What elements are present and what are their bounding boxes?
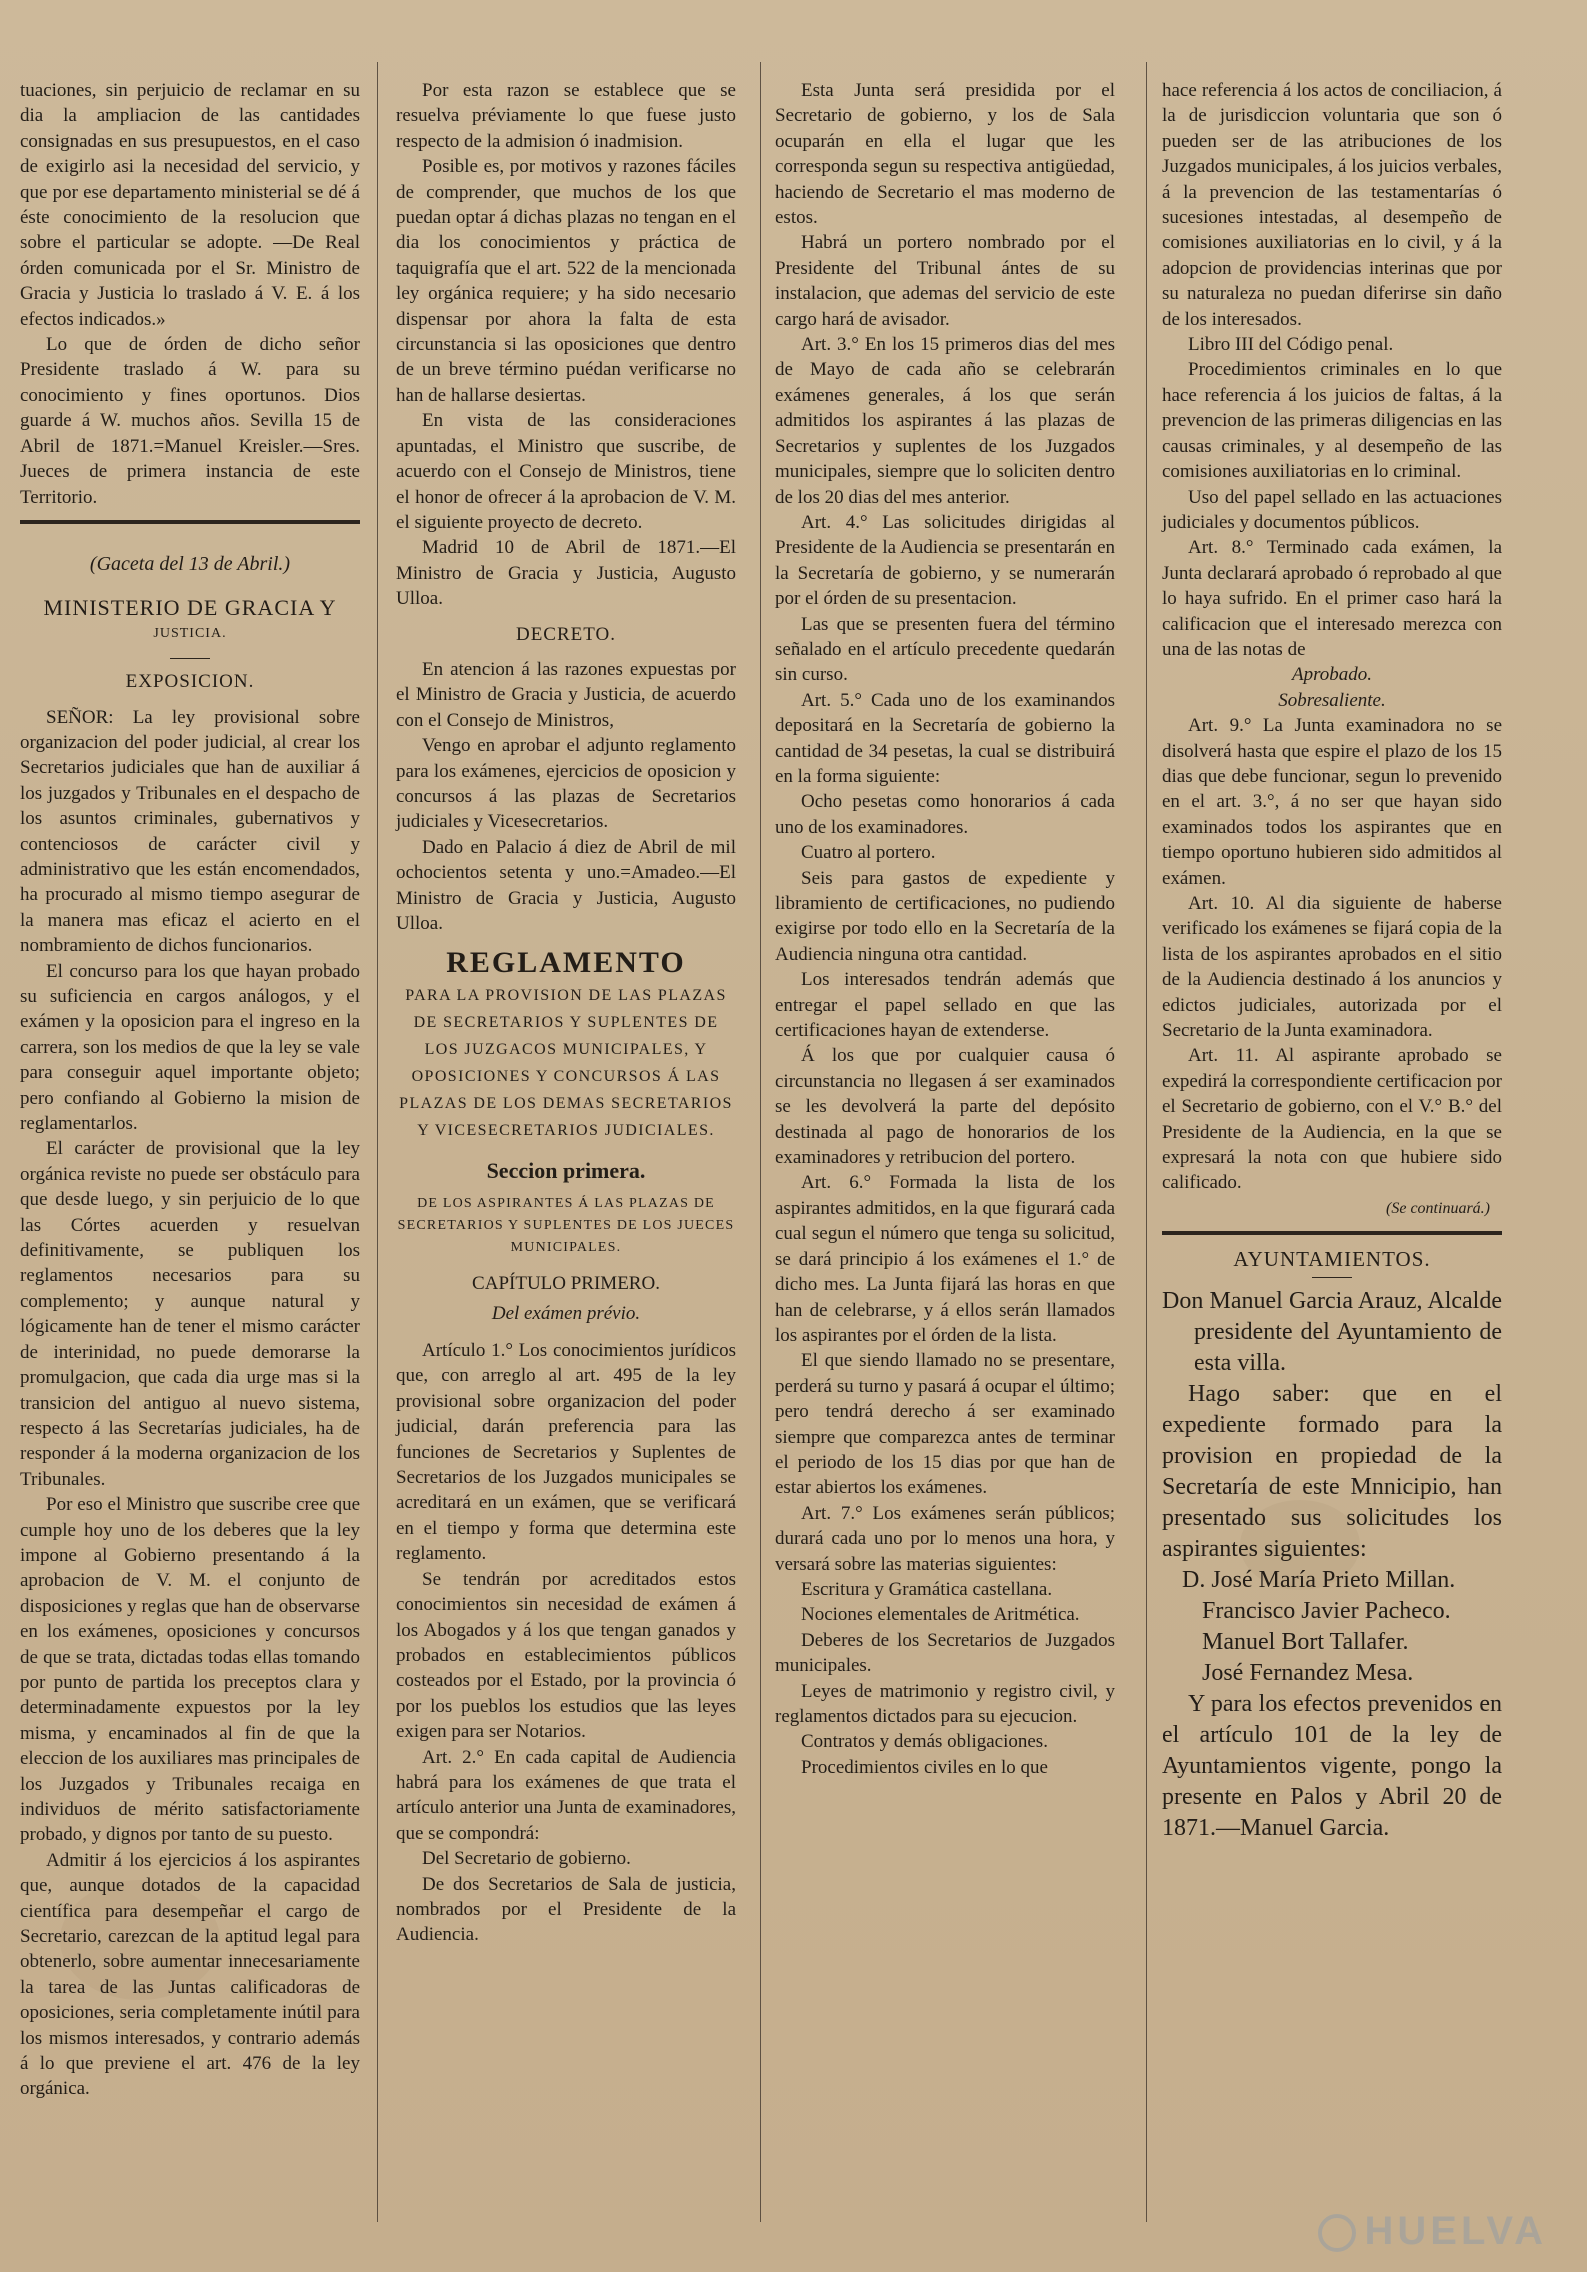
paragraph: tuaciones, sin perjuicio de reclamar en su dia la ampliacion de las cantidades consignadas en sus presupuestos, en el caso de exigirlo asi la necesidad del servicio, y que por ese departamento ministerial se dé á éste conocimiento de la resolucion que sobre el particular se adopte. —De Real órden comunicada por el Sr. Ministro de Gracia y Justicia lo traslado á V. E. á los efectos indicados.» [20,80,360,330]
paragraph: Habrá un portero nombrado por el Presidente del Tribunal ántes de su instalacion, que ademas del servicio de este cargo hará de avisador. [775,232,1115,330]
paragraph: Art. 11. Al aspirante aprobado se expedirá la correspondiente certificacion por el Secretario de gobierno, con el V.° B.° del Presidente de la Audiencia, en la que se expresará la nota con que hubiere sido calificado. [1162,1045,1502,1194]
paragraph: Art. 6.° Formada la lista de los aspirantes admitidos, en la que figurará cada cual segun el número que tenga su solicitud, se dará principio á los exámenes el 1.° de dicho mes. La Junta fijará las horas en que han de celebrarse, y á ellos serán llamados los aspirantes por el órden de la lista. [775,1172,1115,1346]
watermark-text: HUELVA [1364,2209,1547,2253]
paragraph: Del Secretario de gobierno. [422,1848,631,1870]
paragraph: Art. 7.° Los exámenes serán públicos; durará cada uno por lo menos una hora, y versará sobre las materias siguientes: [775,1502,1115,1575]
watermark-logo-icon [1318,2214,1356,2252]
paragraph: Leyes de matrimonio y registro civil, y reglamentos dictados para su ejecucion. [775,1680,1115,1727]
paragraph: Art. 3.° En los 15 primeros dias del mes de Mayo de cada año se celebrarán exámenes generales, á los que serán admitidos los aspirantes á las plazas de Secretarios y suplentes de los Juzgados municipales, siempre que lo soliciten dentro de los 20 dias del mes anterior. [775,334,1115,508]
column-3 [775,78,1115,1780]
paragraph: Por esta razon se establece que se resuelva préviamente lo que fuese justo respecto de la admision ó inadmision. [396,80,736,152]
paragraph: El carácter de provisional que la ley orgánica reviste no puede ser obstáculo para que desde luego, y sin perjuicio de lo que las Córtes acuerden y resuelvan definitivamente, se publiquen los reglamentos necesarios para su complemento; y aunque natural y lógicamente han de tener el mismo carácter de interinidad, no puede demorarse la promulgacion, que cada dia urge mas si la transicion del antiguo al nuevo sistema, respecto á las Secretarías judiciales, ha de responder á la moderna organizacion de los Tribunales. [20,1138,360,1490]
paragraph: Art. 4.° Las solicitudes dirigidas al Presidente de la Audiencia se presentarán en la Secretaría de gobierno, y se numerarán por el órden de su presentacion. [775,511,1115,610]
paragraph: El concurso para los que hayan probado su suficiencia en cargos análogos, y el exámen y la oposicion para el ingreso en la carrera, son los medios de que la ley se vale para conseguir aquel importante objeto; pero confiando al Gobierno la mision de reglamentarlos. [20,960,360,1135]
paragraph: Y para los efectos prevenidos en el artículo 101 de la ley de Ayuntamientos vigente, pongo la presente en Palos y Abril 20 de 1871.—Manuel Garcia. [1162,1690,1502,1841]
ministry-heading: MINISTERIO DE GRACIA Y [43,595,337,621]
column-divider [1146,62,1147,2222]
continuation-note: (Se continuará.) [1386,1199,1490,1217]
paragraph: Las que se presenten fuera del término señalado en el artículo precedente quedarán sin curso. [775,613,1115,686]
paragraph: SEÑOR: La ley provisional sobre organizacion del poder judicial, al crear los Secretarios judiciales que han de auxiliar á los juzgados y Tribunales en el despacho de los asuntos criminales, gubernativos y contenciosos de carácter civil y administrativo que les están encomendados, ha procurado al mismo tiempo asegurar de la manera mas eficaz el acierto en el nombramiento de dichos funcionarios. [20,706,360,957]
library-watermark [1318,2209,1547,2254]
paragraph: En atencion á las razones expuestas por el Ministro de Gracia y Justicia, de acuerdo con el Consejo de Ministros, [396,658,736,731]
gazette-reference: (Gaceta del 13 de Abril.) [89,552,291,575]
paragraph: hace referencia á los actos de conciliacion, á la de jurisdiccion voluntaria que son ó pueden ser de las atribuciones de los Juzgados municipales, á los juicios verbales, á la prevencion de las testamentarías ó sucesiones intestadas, al desempeño de comisiones auxiliatorias en lo civil, y á la adopcion de providencias interinas que por su naturaleza no puedan diferirse sin daño de los interesados. [1162,80,1502,330]
paragraph: Art. 8.° Terminado cada exámen, la Junta declarará aprobado ó reprobado al que lo haya sufrido. En el primer caso hará la calificacion que el interesado merezca con una de las notas de [1162,537,1502,660]
section-rule [1162,1231,1502,1235]
decreto-heading: DECRETO. [515,623,616,645]
reglamento-subtitle: PARA LA PROVISION DE LAS PLAZAS DE SECRETARIOS Y SUPLENTES DE LOS JUZGACOS MUNICIPALES, Y OPOSICIONES Y CONCURSOS Á LAS PLAZAS DE LOS DEMAS SECRETARIOS Y VICESECRETARIOS JUDICIALES. [399,986,733,1139]
paragraph: En vista de las consideraciones apuntadas, el Ministro que suscribe, de acuerdo con el Consejo de Ministros, tiene el honor de ofrecer á la aprobacion de V. M. el siguiente proyecto de decreto. [396,410,736,533]
paragraph: Á los que por cualquier causa ó circunstancia no llegasen á ser examinados se les devolverá la parte del depósito destinada al pago de honorarios de los examinadores y retribucion del portero. [775,1045,1115,1169]
paragraph: El que siendo llamado no se presentare, perderá su turno y pasará á ocupar el último; pero tendrá derecho á ser examinado siempre que comparezca antes de terminar el periodo de los 15 dias por que han de estar abiertos los exámenes. [775,1350,1115,1499]
paragraph: Posible es, por motivos y razones fáciles de comprender, que muchos de los que puedan optar á dichas plazas no tengan en el dia los conocimientos y práctica de taquigrafía que el art. 522 de la mencionada ley orgánica requiere; y ha sido necesario dispensar por ahora la falta de esta circunstancia si las oposiciones que dentro de un breve término puédan verificarse no han de hallarse desiertas. [396,156,736,406]
ministry-subheading: JUSTICIA. [153,625,227,641]
paragraph: Ocho pesetas como honorarios á cada uno de los examinadores. [775,791,1115,838]
grade-note: Sobresaliente. [1278,689,1386,711]
paragraph: Escritura y Gramática castellana. [801,1578,1053,1600]
ayuntamientos-heading: AYUNTAMIENTOS. [1233,1247,1431,1272]
paragraph: Hago saber: que en el expediente formado para la provision en propiedad de la Secretaría de este Mnnicipio, han presentado sus solicitudes los aspirantes siguientes: [1162,1380,1502,1562]
paragraph: Cuatro al portero. [801,842,936,864]
applicant-list [1162,1565,1502,1689]
section-heading: Seccion primera. [486,1157,646,1183]
paragraph: Madrid 10 de Abril de 1871.—El Ministro de Gracia y Justicia, Augusto Ulloa. [396,537,736,610]
paragraph: Seis para gastos de expediente y libramiento de certificaciones, no pudiendo exigirse por todo ello en la Secretaría de la Audiencia ninguna otra cantidad. [775,867,1115,965]
paragraph: Se tendrán por acreditados estos conocimientos sin necesidad de exámen á los Abogados y á los que tengan ganados y probados en establecimientos públicos costeados por el Estado, por la provincia ó por los pueblos los estudios que las leyes exigen para ser Notarios. [396,1568,736,1743]
paragraph: Procedimientos civiles en lo que [801,1756,1048,1778]
chapter-heading: CAPÍTULO PRIMERO. [472,1273,660,1295]
paragraph: Esta Junta será presidida por el Secretario de gobierno, y los de Sala ocuparán en ella el lugar que les corresponda segun su respectiva antigüedad, haciendo de Secretario el mas moderno de estos. [775,80,1115,229]
paragraph: Art. 9.° La Junta examinadora no se disolverá hasta que espire el plazo de los 15 dias que debe funcionar, segun lo prevenido en el art. 3.°, á no ser que hayan sido examinados todos los aspirantes que en tiempo oportuno hubieren sido admitidos al exámen. [1162,715,1502,889]
list-item: D. José María Prieto Millan. [1182,1566,1456,1593]
list-item: Manuel Bort Tallafer. [1202,1628,1409,1655]
paragraph: Deberes de los Secretarios de Juzgados municipales. [775,1629,1115,1677]
exposicion-heading: EXPOSICION. [125,671,255,693]
paragraph: Por eso el Ministro que suscribe cree que cumple hoy uno de los deberes que la ley impone al Gobierno presentando á la aprobacion de V. M. el conjunto de disposiciones y reglas que han de observarse en los exámenes, oposiciones y concursos de que se trata, dictadas todas ellas tomando por punto de partida los preceptos clara y determinadamente expuestos por la ley misma, y encaminados al fin de que la eleccion de los auxiliares mas principales de los Juzgados y Tribunales recaiga en individuos de mérito satisfactoriamente probado, y dignos por tanto de su puesto. [20,1494,360,1846]
paragraph: Art. 2.° En cada capital de Audiencia habrá para los exámenes de que trata el artículo anterior una Junta de examinadores, que se compondrá: [396,1746,736,1844]
paragraph: Contratos y demás obligaciones. [801,1731,1048,1753]
paragraph: Vengo en aprobar el adjunto reglamento para los exámenes, ejercicios de oposicion y concursos á las plazas de Secretarios judiciales y Vicesecretarios. [396,735,736,833]
column-divider [377,62,378,2222]
section-rule [20,520,360,524]
list-item: Francisco Javier Pacheco. [1202,1597,1451,1624]
reglamento-title: REGLAMENTO [446,946,686,980]
paragraph: Admitir á los ejercicios á los aspirantes que, aunque dotados de la capacidad científica para desempeñar el cargo de Secretario, carezcan de la aptitud legal para obtenerlo, sobre aumentar innecesariamente la tarea de las Juntas calificadoras de oposiciones, seria completamente inútil para los mismos interesados, y contrario además á lo que previene el art. 476 de la ley orgánica. [20,1849,360,2100]
column-4 [1162,78,1502,1844]
column-2 [396,78,736,1948]
paragraph: Los interesados tendrán además que entregar el papel sellado en que las certificaciones hayan de extenderse. [775,969,1115,1042]
grade-note: Aprobado. [1291,664,1373,686]
short-rule [1312,1277,1352,1278]
paragraph: De dos Secretarios de Sala de justicia, nombrados por el Presidente de la Audiencia. [396,1873,736,1946]
section-subheading: DE LOS ASPIRANTES Á LAS PLAZAS DE SECRETARIOS Y SUPLENTES DE LOS JUECES MUNICIPALES. [397,1196,735,1256]
paragraph: Libro III del Código penal. [1188,334,1394,356]
paragraph: Don Manuel Garcia Arauz, Alcalde presidente del Ayuntamiento de esta villa. [1162,1287,1502,1376]
paragraph: Art. 5.° Cada uno de los examinandos depositará en la Secretaría de gobierno la cantidad de 34 pesetas, la cual se distribuirá en la forma siguiente: [775,689,1115,787]
list-item: José Fernandez Mesa. [1202,1659,1414,1686]
paragraph: Lo que de órden de dicho señor Presidente traslado á W. para su conocimiento y fines oportunos. Dios guarde á W. muchos años. Sevilla 15 de Abril de 1871.=Manuel Kreisler.—Sres. Jueces de primera instancia de este Territorio. [20,334,360,508]
paragraph: Nociones elementales de Aritmética. [801,1604,1080,1626]
chapter-subheading: Del exámen prévio. [491,1302,641,1324]
paragraph: Uso del papel sellado en las actuaciones judiciales y documentos públicos. [1162,486,1502,533]
paragraph: Artículo 1.° Los conocimientos jurídicos que, con arreglo al art. 495 de la ley provisional sobre organizacion del poder judicial, darán preferencia para las funciones de Secretarios y Suplentes de Secretarios de los Juzgados municipales se acreditará en un exámen, que se verificará en el tiempo y forma que determina este reglamento. [396,1340,736,1565]
short-rule [170,658,210,659]
paragraph: Procedimientos criminales en lo que hace referencia á los juicios de faltas, á la prevencion de las primeras diligencias en las causas criminales, y al desempeño de las comisiones auxiliatorias en lo criminal. [1162,359,1502,483]
paragraph: Art. 10. Al dia siguiente de haberse verificado los exámenes se fijará copia de la lista de los aspirantes aprobados en el sitio de la Audiencia destinado á los anuncios y edictos judiciales, autorizada por el Secretario de la Junta examinadora. [1162,893,1502,1042]
paragraph: Dado en Palacio á diez de Abril de mil ochocientos setenta y uno.=Amadeo.—El Ministro de Gracia y Justicia, Augusto Ulloa. [396,836,736,934]
column-divider [760,62,761,2222]
column-1 [20,78,360,2102]
